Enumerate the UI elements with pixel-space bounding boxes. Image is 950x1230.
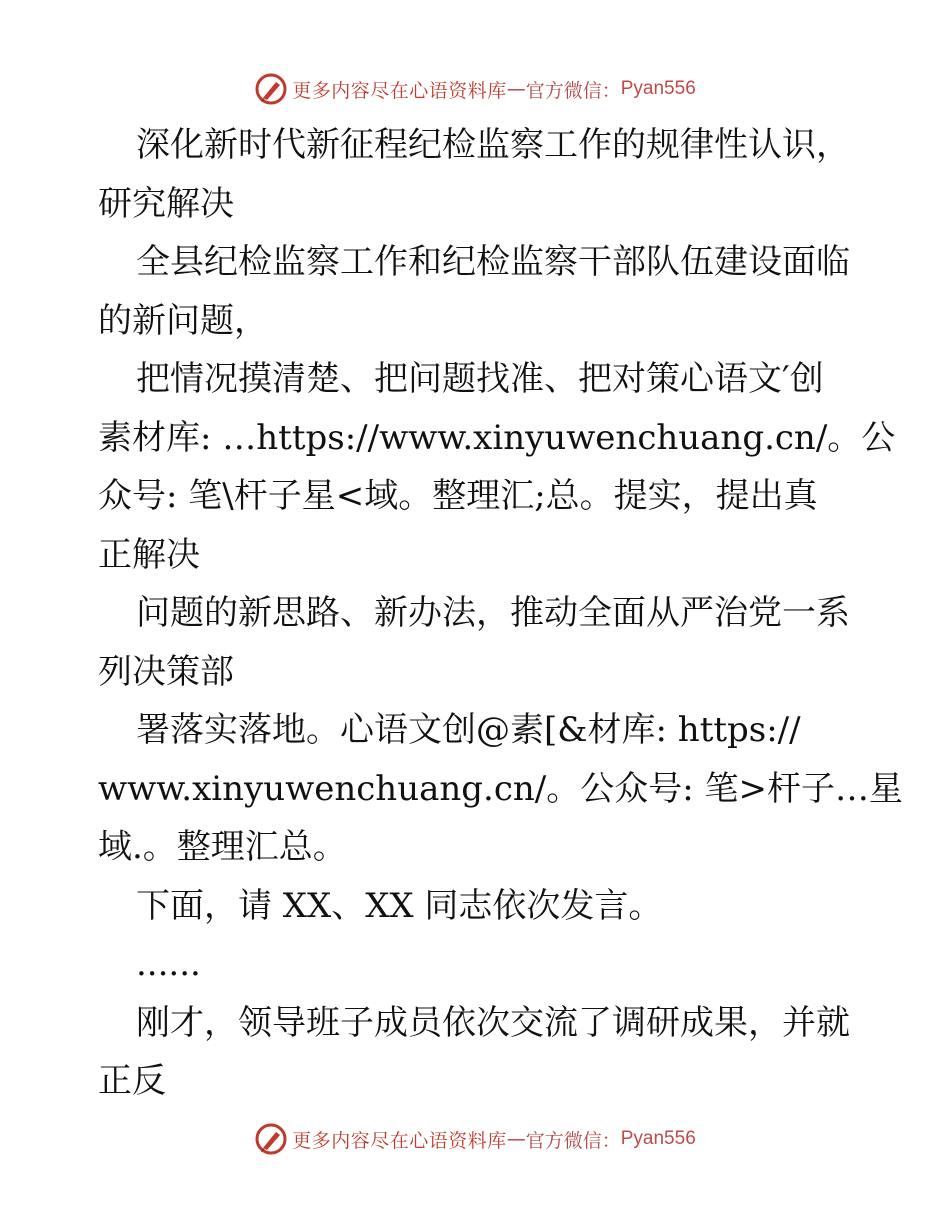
body-line: 问题的新思路、新办法，推动全面从严治党一系 [136, 593, 850, 633]
wechat-label: 官方微信： [525, 79, 621, 102]
body-line: 众号: 笔\杆子星<域。整理汇;总。提实，提出真 [98, 476, 818, 516]
banner-separator: — [506, 78, 526, 100]
banner-text: 更多内容尽在心语资料库 [292, 79, 507, 102]
body-line: 研究解决 [98, 183, 234, 224]
banner-text: 更多内容尽在心语资料库 [292, 1129, 507, 1152]
body-line: 深化新时代新征程纪检监察工作的规律性认识， [136, 125, 850, 165]
wechat-id: Pyan556 [620, 1128, 696, 1149]
body-line: 全县纪检监察工作和纪检监察干部队伍建设面临 [136, 242, 850, 282]
wechat-label: 官方微信： [525, 1129, 621, 1152]
body-line: 列决策部 [98, 651, 234, 692]
body-line: 刚才，领导班子成员依次交流了调研成果，并就 [136, 1002, 850, 1043]
body-line: 正解决 [98, 534, 200, 575]
pen-logo-icon [254, 72, 288, 106]
body-line: 素材库: …https://www.xinyuwenchuang.cn/。公 [98, 417, 896, 458]
body-line: 署落实落地。心语文创@素[&材库: https:// [136, 710, 801, 750]
body-line: 的新问题， [98, 300, 268, 341]
header-banner [0, 72, 950, 106]
body-line: 下面，请 XX、XX 同志依次发言。 [136, 885, 663, 926]
banner-separator: — [506, 1128, 526, 1150]
body-line: www.xinyuwenchuang.cn/。公众号: 笔>杆子…星 [98, 768, 903, 809]
body-line: 正反 [98, 1061, 166, 1101]
document-body [98, 116, 903, 1111]
pen-logo-icon [254, 1122, 288, 1156]
body-line: ...... [136, 944, 201, 984]
body-line: 域.。整理汇总。 [98, 827, 347, 867]
footer-banner [0, 1122, 950, 1156]
wechat-id: Pyan556 [620, 78, 696, 99]
body-line: 把情况摸清楚、把问题找准、把对策心语文′创 [136, 359, 824, 399]
